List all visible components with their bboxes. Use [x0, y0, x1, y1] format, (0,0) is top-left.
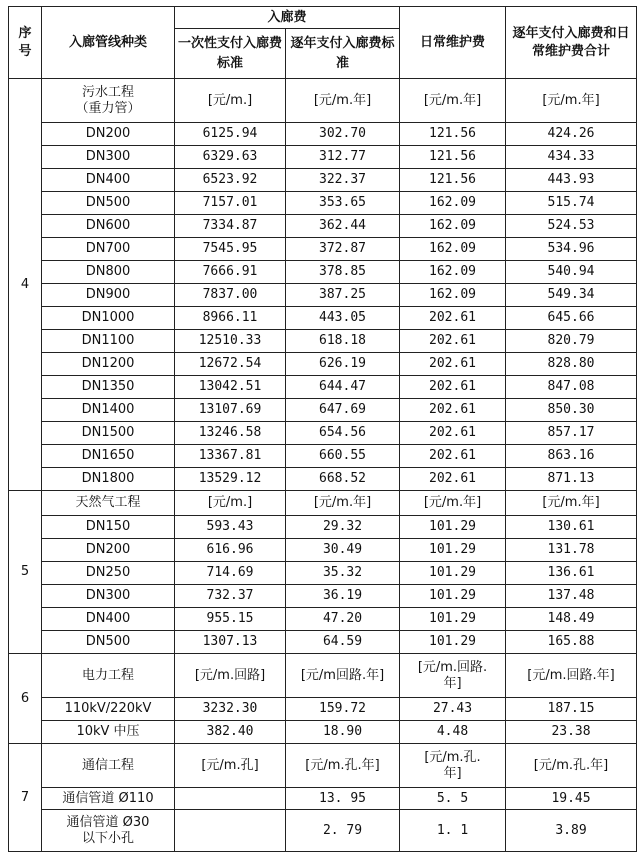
- table-row: [9, 399, 637, 422]
- header-fee-group: 入廊费: [175, 7, 400, 29]
- header-one-time: 一次性支付入廊费标准: [175, 29, 286, 79]
- one-time-fee: [175, 788, 286, 810]
- one-time-fee: 6329.63: [175, 146, 286, 169]
- section-name: 通信工程: [42, 744, 175, 788]
- one-time-fee: [175, 810, 286, 852]
- total-fee: 540.94: [506, 261, 637, 284]
- one-time-fee: 382.40: [175, 721, 286, 744]
- table-row: [9, 169, 637, 192]
- unit-label: [元/m.孔]: [175, 744, 286, 788]
- unit-label: [元/m.孔.年]: [506, 744, 637, 788]
- section-header-row: [9, 491, 637, 516]
- annual-fee: 36.19: [286, 585, 400, 608]
- one-time-fee: 6523.92: [175, 169, 286, 192]
- maintenance-fee: 101.29: [400, 608, 506, 631]
- unit-label: [元/m.]: [175, 491, 286, 516]
- maintenance-fee: 162.09: [400, 238, 506, 261]
- unit-label: [元/m.孔.年]: [286, 744, 400, 788]
- pipe-spec: 110kV/220kV: [42, 698, 175, 721]
- total-fee: 136.61: [506, 562, 637, 585]
- pipe-spec: DN1100: [42, 330, 175, 353]
- section-header-row: [9, 744, 637, 788]
- annual-fee: 35.32: [286, 562, 400, 585]
- total-fee: 3.89: [506, 810, 637, 852]
- table-row: [9, 788, 637, 810]
- maintenance-fee: 202.61: [400, 330, 506, 353]
- annual-fee: 18.90: [286, 721, 400, 744]
- annual-fee: 654.56: [286, 422, 400, 445]
- section-seq: 6: [9, 654, 42, 744]
- total-fee: 534.96: [506, 238, 637, 261]
- pipe-spec: DN1200: [42, 353, 175, 376]
- pipe-spec: DN500: [42, 192, 175, 215]
- one-time-fee: 7545.95: [175, 238, 286, 261]
- maintenance-fee: 202.61: [400, 376, 506, 399]
- table-row: [9, 516, 637, 539]
- annual-fee: 47.20: [286, 608, 400, 631]
- table-row: [9, 307, 637, 330]
- one-time-fee: 12510.33: [175, 330, 286, 353]
- annual-fee: 312.77: [286, 146, 400, 169]
- total-fee: 148.49: [506, 608, 637, 631]
- total-fee: 424.26: [506, 123, 637, 146]
- pipe-spec: DN300: [42, 585, 175, 608]
- maintenance-fee: 162.09: [400, 284, 506, 307]
- header-maintenance: 日常维护费: [400, 7, 506, 79]
- total-fee: 443.93: [506, 169, 637, 192]
- table-row: [9, 608, 637, 631]
- table-row: [9, 810, 637, 852]
- table-row: [9, 539, 637, 562]
- maintenance-fee: 202.61: [400, 468, 506, 491]
- header-seq-label: 序号: [18, 25, 32, 59]
- maintenance-fee: 202.61: [400, 445, 506, 468]
- header-annual: 逐年支付入廊费标准: [286, 29, 400, 79]
- maintenance-fee: 121.56: [400, 146, 506, 169]
- total-fee: 820.79: [506, 330, 637, 353]
- total-fee: 850.30: [506, 399, 637, 422]
- pipe-spec: DN1800: [42, 468, 175, 491]
- annual-fee: 378.85: [286, 261, 400, 284]
- annual-fee: 362.44: [286, 215, 400, 238]
- table-row: [9, 468, 637, 491]
- one-time-fee: 13529.12: [175, 468, 286, 491]
- pipe-spec: DN800: [42, 261, 175, 284]
- table-row: [9, 353, 637, 376]
- pipe-spec: 通信管道 Ø110: [42, 788, 175, 810]
- annual-fee: 30.49: [286, 539, 400, 562]
- pipe-spec: DN200: [42, 123, 175, 146]
- one-time-fee: 616.96: [175, 539, 286, 562]
- one-time-fee: 955.15: [175, 608, 286, 631]
- annual-fee: 302.70: [286, 123, 400, 146]
- total-fee: 130.61: [506, 516, 637, 539]
- maintenance-fee: 162.09: [400, 261, 506, 284]
- one-time-fee: 12672.54: [175, 353, 286, 376]
- total-fee: 857.17: [506, 422, 637, 445]
- annual-fee: 647.69: [286, 399, 400, 422]
- pipe-spec: DN600: [42, 215, 175, 238]
- maintenance-fee: 4.48: [400, 721, 506, 744]
- table-row: [9, 238, 637, 261]
- one-time-fee: 13042.51: [175, 376, 286, 399]
- annual-fee: 626.19: [286, 353, 400, 376]
- maintenance-fee: 101.29: [400, 585, 506, 608]
- table-row: [9, 146, 637, 169]
- section-name: 电力工程: [42, 654, 175, 698]
- one-time-fee: 593.43: [175, 516, 286, 539]
- pipe-spec: DN1400: [42, 399, 175, 422]
- total-fee: 19.45: [506, 788, 637, 810]
- fee-table: [8, 6, 637, 852]
- one-time-fee: 13246.58: [175, 422, 286, 445]
- annual-fee: 64.59: [286, 631, 400, 654]
- header-total: 逐年支付入廊费和日常维护费合计: [506, 7, 637, 79]
- pipe-spec: DN250: [42, 562, 175, 585]
- table-row: [9, 376, 637, 399]
- total-fee: 524.53: [506, 215, 637, 238]
- section-name: 天然气工程: [42, 491, 175, 516]
- unit-label: [元/m回路.年]: [286, 654, 400, 698]
- pipe-spec: DN500: [42, 631, 175, 654]
- total-fee: 137.48: [506, 585, 637, 608]
- table-row: [9, 422, 637, 445]
- one-time-fee: 3232.30: [175, 698, 286, 721]
- unit-label: [元/m.]: [175, 79, 286, 123]
- total-fee: 515.74: [506, 192, 637, 215]
- unit-label: [元/m.年]: [506, 491, 637, 516]
- pipe-spec: DN1350: [42, 376, 175, 399]
- unit-label: [元/m.年]: [286, 491, 400, 516]
- total-fee: 434.33: [506, 146, 637, 169]
- maintenance-fee: 162.09: [400, 192, 506, 215]
- table-row: [9, 562, 637, 585]
- maintenance-fee: 202.61: [400, 399, 506, 422]
- maintenance-fee: 5. 5: [400, 788, 506, 810]
- table-row: [9, 698, 637, 721]
- table-row: [9, 585, 637, 608]
- one-time-fee: 7157.01: [175, 192, 286, 215]
- pipe-spec: 10kV 中压: [42, 721, 175, 744]
- table-row: [9, 215, 637, 238]
- unit-label: [元/m.年]: [400, 79, 506, 123]
- one-time-fee: 1307.13: [175, 631, 286, 654]
- maintenance-fee: 202.61: [400, 307, 506, 330]
- one-time-fee: 7666.91: [175, 261, 286, 284]
- annual-fee: 644.47: [286, 376, 400, 399]
- one-time-fee: 13107.69: [175, 399, 286, 422]
- annual-fee: 660.55: [286, 445, 400, 468]
- one-time-fee: 732.37: [175, 585, 286, 608]
- total-fee: 645.66: [506, 307, 637, 330]
- annual-fee: 2. 79: [286, 810, 400, 852]
- unit-label: [元/m.孔. 年]: [400, 744, 506, 788]
- unit-label: [元/m.年]: [506, 79, 637, 123]
- maintenance-fee: 101.29: [400, 631, 506, 654]
- maintenance-fee: 121.56: [400, 169, 506, 192]
- unit-label: [元/m.回路.年]: [506, 654, 637, 698]
- maintenance-fee: 202.61: [400, 353, 506, 376]
- annual-fee: 372.87: [286, 238, 400, 261]
- unit-label: [元/m.回路. 年]: [400, 654, 506, 698]
- annual-fee: 29.32: [286, 516, 400, 539]
- section-name: 污水工程 （重力管）: [42, 79, 175, 123]
- annual-fee: 443.05: [286, 307, 400, 330]
- total-fee: 847.08: [506, 376, 637, 399]
- pipe-spec: DN700: [42, 238, 175, 261]
- pipe-spec: 通信管道 Ø30 以下小孔: [42, 810, 175, 852]
- total-fee: 131.78: [506, 539, 637, 562]
- total-fee: 187.15: [506, 698, 637, 721]
- section-header-row: [9, 79, 637, 123]
- pipe-spec: DN400: [42, 169, 175, 192]
- pipe-spec: DN1000: [42, 307, 175, 330]
- table-row: [9, 123, 637, 146]
- one-time-fee: 8966.11: [175, 307, 286, 330]
- maintenance-fee: 101.29: [400, 562, 506, 585]
- header-type: 入廊管线种类: [42, 7, 175, 79]
- table-row: [9, 330, 637, 353]
- pipe-spec: DN300: [42, 146, 175, 169]
- maintenance-fee: 202.61: [400, 422, 506, 445]
- annual-fee: 668.52: [286, 468, 400, 491]
- total-fee: 863.16: [506, 445, 637, 468]
- annual-fee: 353.65: [286, 192, 400, 215]
- table-row: [9, 721, 637, 744]
- pipe-spec: DN1650: [42, 445, 175, 468]
- header-seq: [9, 7, 42, 79]
- maintenance-fee: 162.09: [400, 215, 506, 238]
- annual-fee: 387.25: [286, 284, 400, 307]
- section-seq: 5: [9, 491, 42, 654]
- total-fee: 165.88: [506, 631, 637, 654]
- table-row: [9, 631, 637, 654]
- maintenance-fee: 121.56: [400, 123, 506, 146]
- annual-fee: 13. 95: [286, 788, 400, 810]
- one-time-fee: 6125.94: [175, 123, 286, 146]
- maintenance-fee: 101.29: [400, 516, 506, 539]
- pipe-spec: DN200: [42, 539, 175, 562]
- maintenance-fee: 1. 1: [400, 810, 506, 852]
- maintenance-fee: 27.43: [400, 698, 506, 721]
- annual-fee: 322.37: [286, 169, 400, 192]
- section-header-row: [9, 654, 637, 698]
- pipe-spec: DN400: [42, 608, 175, 631]
- section-seq: 7: [9, 744, 42, 852]
- one-time-fee: 7334.87: [175, 215, 286, 238]
- table-row: [9, 261, 637, 284]
- fee-table-body: [9, 79, 637, 852]
- unit-label: [元/m.年]: [400, 491, 506, 516]
- total-fee: 549.34: [506, 284, 637, 307]
- one-time-fee: 714.69: [175, 562, 286, 585]
- maintenance-fee: 101.29: [400, 539, 506, 562]
- total-fee: 828.80: [506, 353, 637, 376]
- total-fee: 23.38: [506, 721, 637, 744]
- section-seq: 4: [9, 79, 42, 491]
- annual-fee: 618.18: [286, 330, 400, 353]
- total-fee: 871.13: [506, 468, 637, 491]
- unit-label: [元/m.年]: [286, 79, 400, 123]
- annual-fee: 159.72: [286, 698, 400, 721]
- one-time-fee: 7837.00: [175, 284, 286, 307]
- table-row: [9, 284, 637, 307]
- table-row: [9, 192, 637, 215]
- pipe-spec: DN900: [42, 284, 175, 307]
- pipe-spec: DN1500: [42, 422, 175, 445]
- one-time-fee: 13367.81: [175, 445, 286, 468]
- table-row: [9, 445, 637, 468]
- pipe-spec: DN150: [42, 516, 175, 539]
- unit-label: [元/m.回路]: [175, 654, 286, 698]
